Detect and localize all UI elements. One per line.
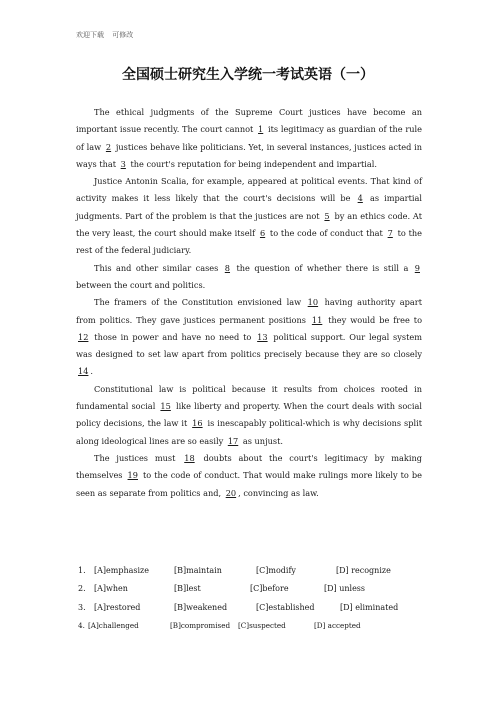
passage-text: doubts about the court's legitimacy by making themselves bbox=[76, 452, 422, 481]
passage-text: is inescapably political-which is why decisions split along ideological lines are so easily bbox=[76, 418, 422, 446]
passage-text: as impartial judgments. Part of the problem is that the justices are not bbox=[76, 193, 422, 221]
blank-number: 4 bbox=[357, 193, 363, 204]
blank-number: 15 bbox=[160, 401, 171, 412]
passage-paragraph bbox=[76, 381, 422, 450]
blank-number: 9 bbox=[414, 262, 420, 273]
blank-number: 16 bbox=[192, 418, 203, 429]
page-title: 全国硕士研究生入学统一考试英语（一） bbox=[122, 67, 374, 83]
blank-number: 12 bbox=[78, 331, 89, 342]
passage-text: they would be free to bbox=[324, 314, 423, 325]
answer-options bbox=[78, 562, 418, 636]
answer-choice: [D] accepted bbox=[314, 621, 361, 631]
option-row bbox=[78, 599, 418, 617]
blank-number: 1 bbox=[258, 124, 264, 135]
blank-number: 17 bbox=[227, 435, 239, 446]
question-number: 1. bbox=[78, 566, 86, 575]
header-download-label: 欢迎下载 bbox=[76, 31, 104, 39]
question-number: 3. bbox=[78, 602, 86, 612]
passage-text: by an ethics code. At the very least, the court should make itself bbox=[76, 210, 422, 239]
passage-text: like liberty and property. When the court deals with social policy decisions, the law it bbox=[76, 401, 422, 429]
blank-number: 2 bbox=[105, 141, 112, 152]
question-number: 2. bbox=[78, 584, 86, 594]
answer-choice: [C]before bbox=[250, 584, 289, 594]
option-row bbox=[78, 580, 418, 598]
passage-text: political support. Our legal system was designed to set law apart from politics precisely because they are so closely bbox=[76, 331, 422, 360]
answer-choice: [A]emphasize bbox=[94, 566, 149, 575]
passage-text: those in power and have no need to bbox=[90, 331, 256, 342]
passage-paragraph bbox=[76, 294, 422, 380]
answer-choice: [A]restored bbox=[94, 602, 141, 612]
page-header bbox=[76, 30, 133, 40]
passage-text: The justices must bbox=[94, 452, 183, 463]
option-row bbox=[78, 617, 418, 635]
blank-number: 7 bbox=[387, 228, 393, 239]
answer-choice: [A]challenged bbox=[88, 621, 139, 631]
passage-text: between the court and politics. bbox=[76, 279, 206, 290]
answer-choice: [B]weakened bbox=[174, 602, 228, 612]
answer-choice: [A]when bbox=[94, 584, 128, 594]
blank-number: 11 bbox=[311, 314, 323, 325]
blank-number: 5 bbox=[324, 210, 330, 221]
passage-text: Constitutional law is political because it results from choices rooted in fundamental social bbox=[76, 383, 422, 412]
passage-text: the question of whether there is still a bbox=[232, 262, 413, 273]
passage-text: . bbox=[90, 366, 94, 377]
answer-choice: [C]suspected bbox=[238, 621, 286, 631]
blank-number: 8 bbox=[224, 262, 231, 273]
answer-choice: [D] recognize bbox=[336, 566, 391, 575]
answer-choice: [B]compromised bbox=[170, 621, 231, 631]
passage-text: its legitimacy as guardian of the rule of law bbox=[76, 124, 422, 152]
header-editable-label: 可修改 bbox=[112, 31, 134, 39]
answer-choice: [C]established bbox=[256, 602, 315, 612]
answer-choice: [B]lest bbox=[174, 584, 201, 594]
blank-number: 3 bbox=[120, 158, 126, 169]
answer-choice: [C]modify bbox=[256, 566, 296, 575]
blank-number: 10 bbox=[307, 297, 319, 308]
passage-text: , convincing as law. bbox=[238, 487, 319, 498]
question-number: 4. bbox=[78, 621, 85, 631]
blank-number: 13 bbox=[257, 331, 268, 342]
passage-text: Justice Antonin Scalia, for example, appeared at political events. That kind of activity makes it less likely that the court's decisions will be bbox=[76, 176, 422, 204]
cloze-passage bbox=[76, 104, 422, 502]
passage-paragraph bbox=[76, 260, 422, 295]
answer-choice: [D] eliminated bbox=[340, 602, 399, 612]
passage-text: justices behave like politicians. Yet, in several instances, justices acted in ways that bbox=[76, 141, 422, 169]
passage-text: having authority apart from politics. They gave justices permanent positions bbox=[76, 297, 422, 325]
blank-number: 6 bbox=[259, 228, 266, 239]
passage-text: to the code of conduct. That would make rulings more likely to be seen as separate from politics and, bbox=[76, 470, 422, 498]
passage-text: The framers of the Constitution envisioned law bbox=[94, 297, 306, 308]
passage-text: to the code of conduct that bbox=[267, 228, 386, 239]
passage-text: as unjust. bbox=[240, 435, 283, 446]
answer-choice: [B]maintain bbox=[174, 566, 222, 575]
answer-choice: [D] unless bbox=[324, 584, 366, 594]
option-row bbox=[78, 562, 418, 580]
passage-text: This and other similar cases bbox=[94, 262, 223, 273]
passage-text: to the rest of the federal judiciary. bbox=[76, 228, 422, 256]
passage-paragraph bbox=[76, 104, 422, 173]
blank-number: 19 bbox=[127, 470, 138, 481]
passage-text: The ethical judgments of the Supreme Court justices have become an important issue recently. The court cannot bbox=[76, 107, 422, 135]
passage-paragraph bbox=[76, 450, 422, 502]
passage-paragraph bbox=[76, 173, 422, 259]
blank-number: 18 bbox=[184, 452, 195, 463]
blank-number: 14 bbox=[78, 366, 89, 377]
passage-text: the court's reputation for being independent and impartial. bbox=[127, 158, 378, 169]
blank-number: 20 bbox=[225, 487, 237, 498]
